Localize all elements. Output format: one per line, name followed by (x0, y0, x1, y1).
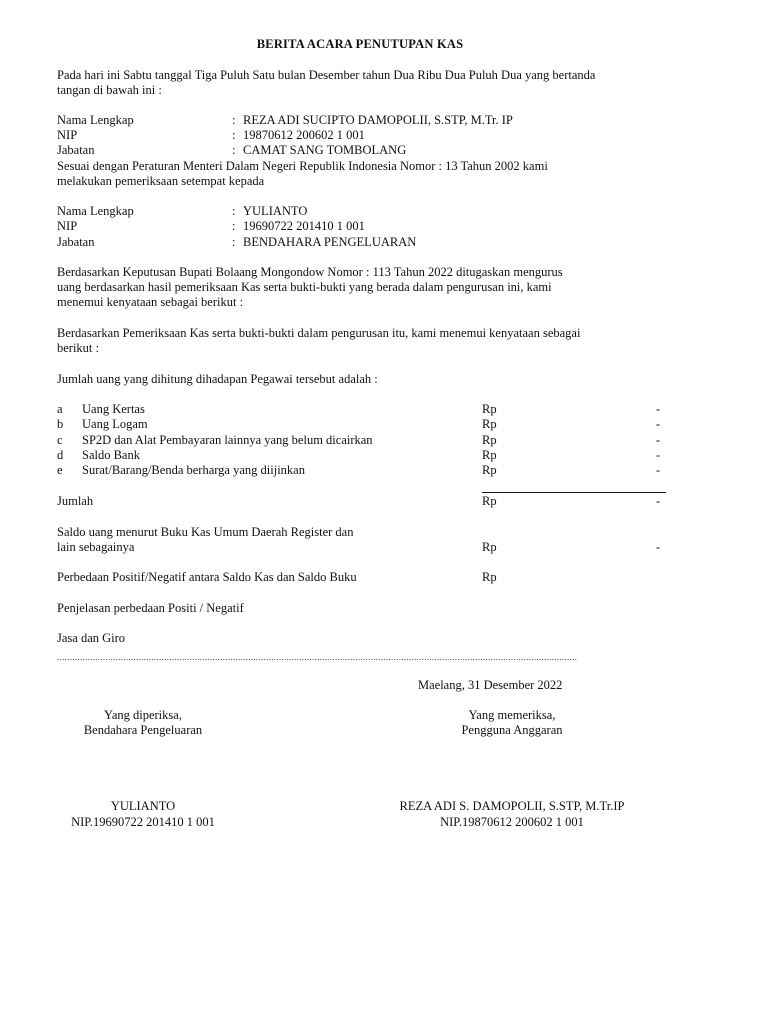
item-label: Uang Logam (82, 417, 148, 431)
left-signatory-name: YULIANTO (110, 799, 176, 813)
item-currency: Rp (482, 433, 497, 447)
intro-line-2: tangan di bawah ini : (57, 83, 162, 97)
right-role-line-1: Yang memeriksa, (468, 708, 556, 722)
item-amount: - (656, 417, 661, 431)
item-letter: e (57, 463, 63, 477)
examinee-jabatan-value: BENDAHARA PENGELUARAN (243, 235, 417, 249)
total-currency: Rp (482, 494, 497, 508)
item-label: Surat/Barang/Benda berharga yang diijinkan (82, 463, 305, 477)
examinee-nip-value: 19690722 201410 1 001 (243, 219, 365, 233)
colon: : (232, 113, 236, 127)
exam-line-1: Berdasarkan Pemeriksaan Kas serta bukti-bukti dalam pengurusan itu, kami menemui kenyataan sebagai (57, 326, 581, 340)
examinee-jabatan-label: Jabatan (57, 235, 95, 249)
examiner-nip-label: NIP (57, 128, 78, 142)
examinee-nip-label: NIP (57, 219, 78, 233)
explanation-label: Penjelasan perbedaan Positi / Negatif (57, 601, 244, 615)
item-letter: b (57, 417, 64, 431)
place-date: Maelang, 31 Desember 2022 (418, 678, 563, 692)
regulation-line-2: melakukan pemeriksaan setempat kepada (57, 174, 265, 188)
right-role-line-2: Pengguna Anggaran (461, 723, 563, 737)
item-label: Uang Kertas (82, 402, 145, 416)
saldo-currency: Rp (482, 540, 497, 554)
intro-line-1: Pada hari ini Sabtu tanggal Tiga Puluh Satu bulan Desember tahun Dua Ribu Dua Puluh Dua yang bertanda (57, 68, 596, 82)
item-letter: a (57, 402, 63, 416)
colon: : (232, 128, 236, 142)
item-amount: - (656, 402, 661, 416)
decree-line-2: uang berdasarkan hasil pemeriksaan Kas serta bukti-bukti yang berada dalam pengurusan ini, kami (57, 280, 552, 294)
total-label: Jumlah (57, 494, 94, 508)
colon: : (232, 235, 236, 249)
examiner-name-value: REZA ADI SUCIPTO DAMOPOLII, S.STP, M.Tr. IP (243, 113, 513, 127)
item-amount: - (656, 463, 661, 477)
left-role-line-1: Yang diperiksa, (104, 708, 182, 722)
item-currency: Rp (482, 448, 497, 462)
difference-currency: Rp (482, 570, 497, 584)
item-letter: d (57, 448, 64, 462)
exam-line-2: berikut : (57, 341, 100, 355)
right-signatory-nip: NIP.19870612 200602 1 001 (440, 815, 584, 829)
examiner-name-label: Nama Lengkap (57, 113, 134, 127)
examiner-jabatan-value: CAMAT SANG TOMBOLANG (243, 143, 407, 157)
item-currency: Rp (482, 463, 497, 477)
right-signatory-name: REZA ADI S. DAMOPOLII, S.STP, M.Tr.IP (399, 799, 625, 813)
saldo-amount: - (656, 540, 661, 554)
left-role-line-2: Bendahara Pengeluaran (83, 723, 203, 737)
regulation-line-1: Sesuai dengan Peraturan Menteri Dalam Negeri Republik Indonesia Nomor : 13 Tahun 2002 kami (57, 159, 548, 173)
colon: : (232, 219, 236, 233)
difference-label: Perbedaan Positif/Negatif antara Saldo Kas dan Saldo Buku (57, 570, 357, 584)
examiner-nip-value: 19870612 200602 1 001 (243, 128, 365, 142)
colon: : (232, 143, 236, 157)
saldo-line-2: lain sebagainya (57, 540, 135, 554)
dotted-fill-line: ............................................................................................................................................................................................................ (57, 652, 578, 662)
colon: : (232, 204, 236, 218)
saldo-line-1: Saldo uang menurut Buku Kas Umum Daerah Register dan (57, 525, 354, 539)
examinee-name-value: YULIANTO (243, 204, 308, 218)
item-label: Saldo Bank (82, 448, 140, 462)
examinee-name-label: Nama Lengkap (57, 204, 134, 218)
item-letter: c (57, 433, 63, 447)
decree-line-3: menemui kenyataan sebagai berikut : (57, 295, 244, 309)
document-title: BERITA ACARA PENUTUPAN KAS (256, 37, 464, 51)
counted-line: Jumlah uang yang dihitung dihadapan Pegawai tersebut adalah : (57, 372, 378, 386)
total-divider (482, 492, 666, 493)
jasa-giro-label: Jasa dan Giro (57, 631, 126, 645)
item-amount: - (656, 433, 661, 447)
item-amount: - (656, 448, 661, 462)
item-currency: Rp (482, 417, 497, 431)
total-amount: - (656, 494, 661, 508)
examiner-jabatan-label: Jabatan (57, 143, 95, 157)
item-currency: Rp (482, 402, 497, 416)
left-signatory-nip: NIP.19690722 201410 1 001 (71, 815, 215, 829)
item-label: SP2D dan Alat Pembayaran lainnya yang belum dicairkan (82, 433, 373, 447)
decree-line-1: Berdasarkan Keputusan Bupati Bolaang Mongondow Nomor : 113 Tahun 2022 ditugaskan mengurus (57, 265, 563, 279)
